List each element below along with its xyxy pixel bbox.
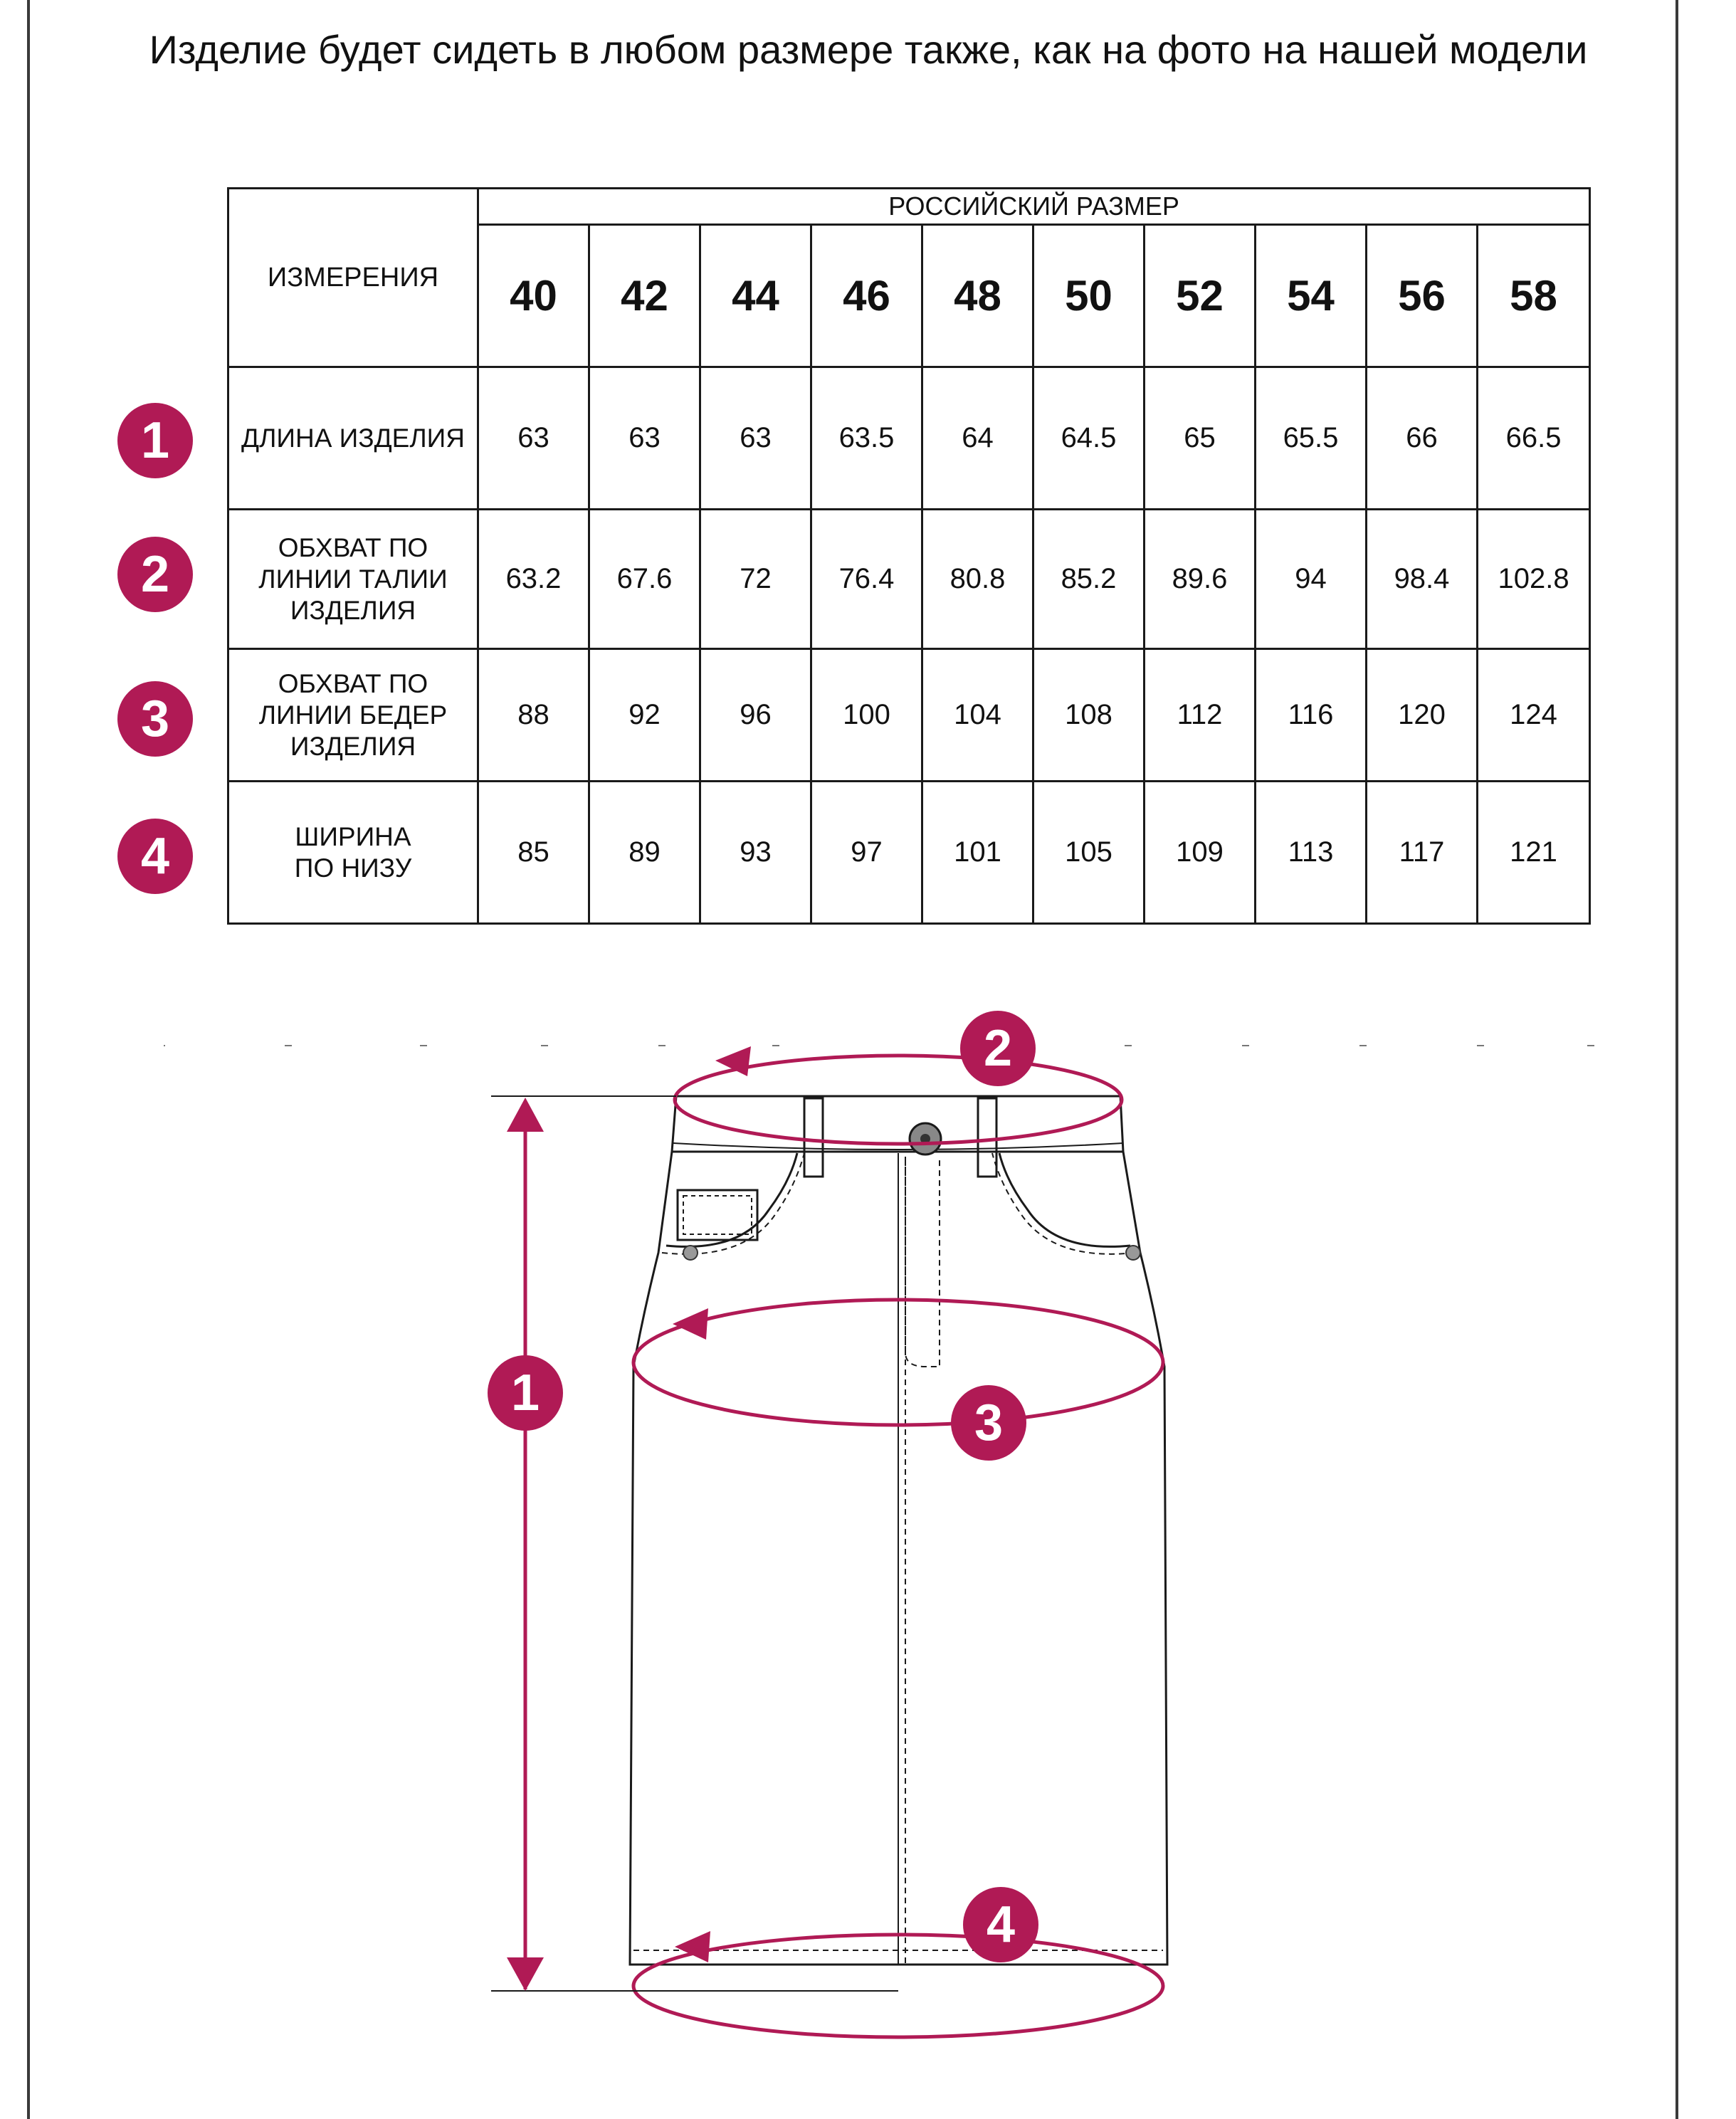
table-cell: 64 <box>922 367 1033 510</box>
rivet-icon <box>683 1246 698 1260</box>
table-cell: 63 <box>478 367 589 510</box>
table-cell: 102.8 <box>1478 510 1590 649</box>
table-cell: 65.5 <box>1256 367 1367 510</box>
table-cell: 76.4 <box>811 510 922 649</box>
table-cell: 64.5 <box>1033 367 1145 510</box>
diagram-marker-4: 4 <box>963 1887 1038 1962</box>
row-label: ОБХВАТ ПО ЛИНИИ ТАЛИИ ИЗДЕЛИЯ <box>228 510 478 649</box>
diagram-marker-3: 3 <box>951 1385 1026 1461</box>
table-cell: 65 <box>1145 367 1256 510</box>
size-header: 52 <box>1145 225 1256 367</box>
table-cell: 121 <box>1478 782 1590 924</box>
table-cell: 92 <box>589 649 700 782</box>
size-header: 56 <box>1367 225 1478 367</box>
length-arrow-head-bottom <box>507 1957 544 1991</box>
row-label: ОБХВАТ ПО ЛИНИИ БЕДЕР ИЗДЕЛИЯ <box>228 649 478 782</box>
table-cell: 67.6 <box>589 510 700 649</box>
size-header: 48 <box>922 225 1033 367</box>
table-cell: 124 <box>1478 649 1590 782</box>
size-header: 44 <box>700 225 811 367</box>
table-cell: 89.6 <box>1145 510 1256 649</box>
table-cell: 63 <box>700 367 811 510</box>
hip-arrow-head <box>673 1308 708 1340</box>
table-cell: 101 <box>922 782 1033 924</box>
size-header: 42 <box>589 225 700 367</box>
size-header: 40 <box>478 225 589 367</box>
table-cell: 104 <box>922 649 1033 782</box>
row-number-badge: 4 <box>117 819 193 894</box>
size-header: 50 <box>1033 225 1145 367</box>
table-cell: 98.4 <box>1367 510 1478 649</box>
table-cell: 63.2 <box>478 510 589 649</box>
table-cell: 85 <box>478 782 589 924</box>
size-header: 46 <box>811 225 922 367</box>
row-number-badge: 2 <box>117 537 193 612</box>
size-header: 58 <box>1478 225 1590 367</box>
table-cell: 100 <box>811 649 922 782</box>
row-number-badge: 3 <box>117 681 193 757</box>
length-arrow-head-top <box>507 1098 544 1132</box>
page-title: Изделие будет сидеть в любом размере также, как на фото на нашей модели <box>149 27 1588 72</box>
measurements-header: ИЗМЕРЕНИЯ <box>228 189 478 367</box>
diagram-marker-2: 2 <box>960 1011 1036 1086</box>
table-cell: 85.2 <box>1033 510 1145 649</box>
size-header: 54 <box>1256 225 1367 367</box>
table-cell: 113 <box>1256 782 1367 924</box>
row-label: ДЛИНА ИЗДЕЛИЯ <box>228 367 478 510</box>
table-cell: 80.8 <box>922 510 1033 649</box>
russian-size-header: РОССИЙСКИЙ РАЗМЕР <box>478 189 1590 225</box>
table-cell: 66.5 <box>1478 367 1590 510</box>
row-number-badge: 1 <box>117 403 193 478</box>
table-cell: 72 <box>700 510 811 649</box>
table-cell: 96 <box>700 649 811 782</box>
table-cell: 117 <box>1367 782 1478 924</box>
table-cell: 66 <box>1367 367 1478 510</box>
table-cell: 63.5 <box>811 367 922 510</box>
table-cell: 63 <box>589 367 700 510</box>
skirt-outline <box>630 1096 1167 1965</box>
table-cell: 116 <box>1256 649 1367 782</box>
rivet-icon <box>1126 1246 1140 1260</box>
diagram-marker-1: 1 <box>488 1355 563 1431</box>
table-cell: 88 <box>478 649 589 782</box>
table-cell: 120 <box>1367 649 1478 782</box>
table-cell: 112 <box>1145 649 1256 782</box>
row-label: ШИРИНА ПО НИЗУ <box>228 782 478 924</box>
table-cell: 94 <box>1256 510 1367 649</box>
table-cell: 105 <box>1033 782 1145 924</box>
table-cell: 108 <box>1033 649 1145 782</box>
table-cell: 97 <box>811 782 922 924</box>
table-cell: 89 <box>589 782 700 924</box>
table-cell: 109 <box>1145 782 1256 924</box>
table-cell: 93 <box>700 782 811 924</box>
